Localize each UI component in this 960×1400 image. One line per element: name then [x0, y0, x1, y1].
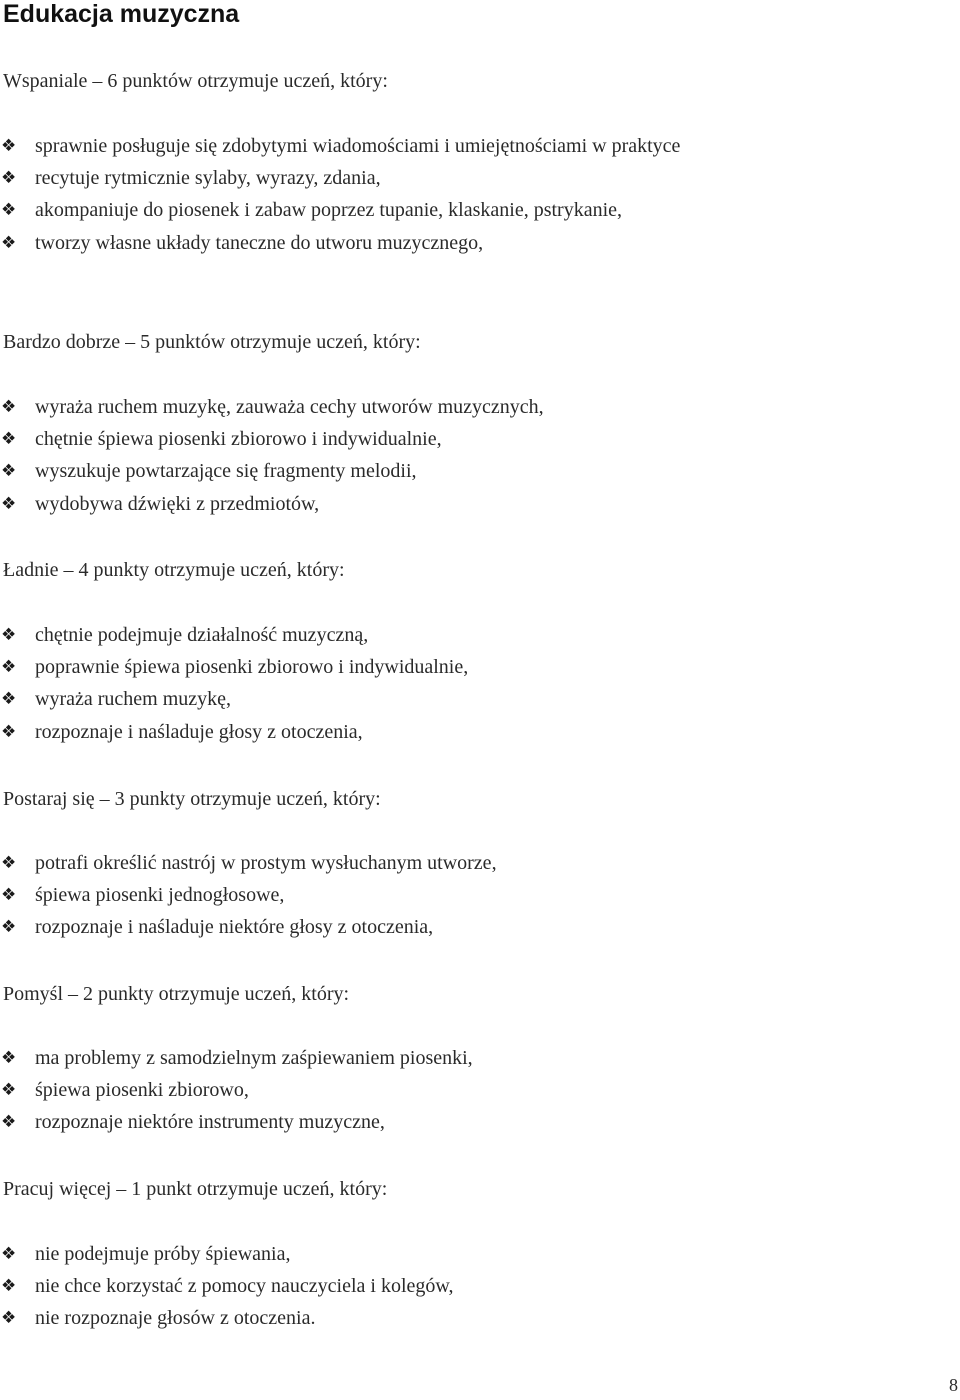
- list-item-text: ma problemy z samodzielnym zaśpiewaniem piosenki,: [35, 1047, 473, 1069]
- four-diamond-bullet-icon: ❖: [1, 1080, 17, 1101]
- list-item-text: chętnie śpiewa piosenki zbiorowo i indywidualnie,: [35, 428, 442, 451]
- four-diamond-bullet-icon: ❖: [1, 397, 17, 417]
- four-diamond-bullet-icon: ❖: [1, 885, 17, 906]
- list-item-text: tworzy własne układy taneczne do utworu muzycznego,: [35, 231, 484, 254]
- section-heading-postaraj-sie: Postaraj się – 3 punkty otrzymuje uczeń, który:: [3, 788, 381, 810]
- page-title: Edukacja muzyczna: [3, 0, 240, 28]
- list-item-text: śpiewa piosenki jednogłosowe,: [35, 884, 285, 907]
- four-diamond-bullet-icon: ❖: [1, 200, 17, 221]
- four-diamond-bullet-icon: ❖: [1, 429, 17, 450]
- four-diamond-bullet-icon: ❖: [1, 721, 17, 742]
- list-item-text: rozpoznaje i naśladuje niektóre głosy z otoczenia,: [35, 916, 434, 939]
- list-item-text: potrafi określić nastrój w prostym wysłuchanym utworze,: [35, 852, 497, 874]
- list-item-text: chętnie podejmuje działalność muzyczną,: [35, 624, 369, 646]
- list-item-text: wyraża ruchem muzykę,: [35, 688, 232, 711]
- page-number: 8: [949, 1375, 958, 1395]
- four-diamond-bullet-icon: ❖: [1, 232, 17, 253]
- list-item-text: rozpoznaje i naśladuje głosy z otoczenia,: [35, 720, 363, 743]
- list-item-text: nie podejmuje próby śpiewania,: [35, 1243, 291, 1265]
- section-heading-pracuj-wiecej: Pracuj więcej – 1 punkt otrzymuje uczeń, który:: [3, 1178, 388, 1200]
- list-item-text: sprawnie posługuje się zdobytymi wiadomościami i umiejętnościami w praktyce: [35, 135, 681, 157]
- list-item-text: wyraża ruchem muzykę, zauważa cechy utworów muzycznych,: [35, 396, 544, 418]
- four-diamond-bullet-icon: ❖: [1, 493, 17, 514]
- four-diamond-bullet-icon: ❖: [1, 625, 17, 645]
- list-item-text: recytuje rytmicznie sylaby, wyrazy, zdania,: [35, 167, 381, 190]
- four-diamond-bullet-icon: ❖: [1, 1308, 17, 1329]
- four-diamond-bullet-icon: ❖: [1, 1244, 17, 1264]
- list-item-text: wyszukuje powtarzające się fragmenty melodii,: [35, 460, 417, 483]
- four-diamond-bullet-icon: ❖: [1, 461, 17, 482]
- section-heading-pomysl: Pomyśl – 2 punkty otrzymuje uczeń, który:: [3, 983, 350, 1005]
- list-item-text: poprawnie śpiewa piosenki zbiorowo i indywidualnie,: [35, 656, 469, 679]
- four-diamond-bullet-icon: ❖: [1, 1048, 17, 1068]
- list-item-text: nie rozpoznaje głosów z otoczenia.: [35, 1307, 316, 1330]
- section-heading-bardzo-dobrze: Bardzo dobrze – 5 punktów otrzymuje uczeń, który:: [3, 331, 421, 353]
- section-heading-wspaniale: Wspaniale – 6 punktów otrzymuje uczeń, który:: [3, 70, 388, 92]
- list-item-text: rozpoznaje niektóre instrumenty muzyczne,: [35, 1111, 385, 1134]
- list-item-text: wydobywa dźwięki z przedmiotów,: [35, 492, 320, 515]
- four-diamond-bullet-icon: ❖: [1, 136, 17, 156]
- four-diamond-bullet-icon: ❖: [1, 689, 17, 710]
- list-item-text: akompaniuje do piosenek i zabaw poprzez tupanie, klaskanie, pstrykanie,: [35, 199, 623, 222]
- four-diamond-bullet-icon: ❖: [1, 917, 17, 938]
- list-item-text: nie chce korzystać z pomocy nauczyciela i kolegów,: [35, 1275, 454, 1298]
- list-item-text: śpiewa piosenki zbiorowo,: [35, 1079, 249, 1102]
- four-diamond-bullet-icon: ❖: [1, 1112, 17, 1133]
- four-diamond-bullet-icon: ❖: [1, 657, 17, 678]
- four-diamond-bullet-icon: ❖: [1, 1276, 17, 1297]
- four-diamond-bullet-icon: ❖: [1, 853, 17, 873]
- four-diamond-bullet-icon: ❖: [1, 168, 17, 189]
- section-heading-ladnie: Ładnie – 4 punkty otrzymuje uczeń, który:: [3, 559, 345, 581]
